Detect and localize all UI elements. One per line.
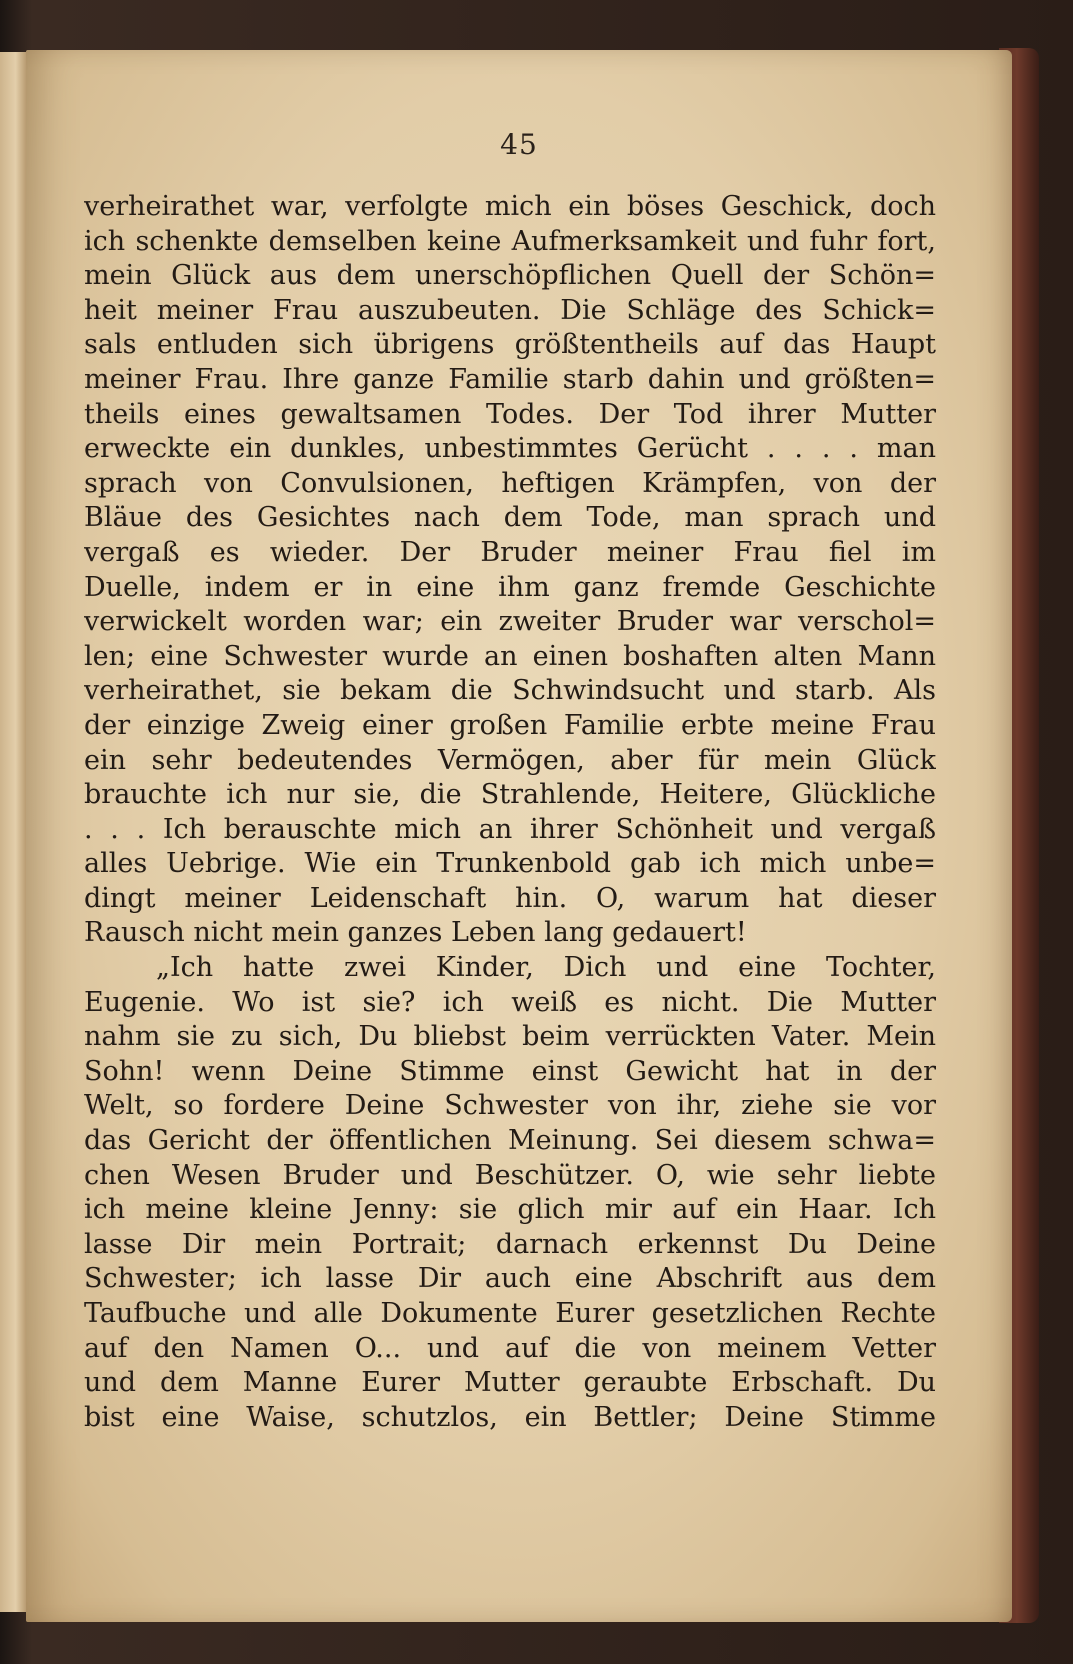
text-line: mein Glück aus dem unerschöpflichen Quell der Schön=: [84, 260, 936, 292]
text-line: vergaß es wieder. Der Bruder meiner Frau fiel im: [84, 536, 936, 568]
text-line: . . . Ich berauschte mich an ihrer Schönheit und vergaß: [84, 813, 936, 845]
page-number: 45: [500, 128, 538, 161]
text-line: verheirathet war, verfolgte mich ein böses Geschick, doch: [84, 191, 936, 222]
text-line: meiner Frau. Ihre ganze Familie starb dahin und größten=: [84, 363, 936, 395]
text-line: ich meine kleine Jenny: sie glich mir auf ein Haar. Ich: [84, 1194, 936, 1226]
text-line: ich schenkte demselben keine Aufmerksamkeit und fuhr fort,: [84, 225, 936, 257]
text-line: ein sehr bedeutendes Vermögen, aber für mein Glück: [84, 744, 936, 776]
text-line: der einzige Zweig einer großen Familie erbte meine Frau: [84, 709, 936, 741]
text-line: brauchte ich nur sie, die Strahlende, Heitere, Glückliche: [84, 779, 936, 811]
text-line: erweckte ein dunkles, unbestimmtes Gerücht . . . . man: [84, 433, 936, 465]
text-line: lasse Dir mein Portrait; darnach erkennst Du Deine: [84, 1228, 936, 1260]
text-line: bist eine Waise, schutzlos, ein Bettler; Deine Stimme: [84, 1401, 936, 1433]
text-line: Schwester; ich lasse Dir auch eine Abschrift aus dem: [84, 1263, 936, 1295]
text-line: Taufbuche und alle Dokumente Eurer gesetzlichen Rechte: [84, 1298, 936, 1329]
text-line: alles Uebrige. Wie ein Trunkenbold gab ich mich unbe=: [84, 848, 936, 880]
text-line: len; eine Schwester wurde an einen boshaften alten Mann: [84, 640, 936, 672]
text-line: theils eines gewaltsamen Todes. Der Tod ihrer Mutter: [84, 398, 936, 430]
text-line: sals entluden sich übrigens größtentheils auf das Haupt: [84, 329, 936, 361]
previous-page-edge: [0, 52, 28, 1612]
text-line: verheirathet, sie bekam die Schwindsucht und starb. Als: [84, 675, 936, 707]
text-line: Duelle, indem er in eine ihm ganz fremde Geschichte: [84, 571, 936, 603]
paragraph-end-line: Rausch nicht mein ganzes Leben lang gedauert!: [84, 917, 747, 949]
text-line: Sohn! wenn Deine Stimme einst Gewicht hat in der: [84, 1055, 936, 1087]
text-line: verwickelt worden war; ein zweiter Bruder war verschol=: [84, 606, 936, 638]
text-line: Bläue des Gesichtes nach dem Tode, man sprach und: [84, 502, 936, 534]
text-line: Welt, so fordere Deine Schwester von ihr, ziehe sie vor: [84, 1090, 936, 1122]
paragraph-start-line: „Ich hatte zwei Kinder, Dich und eine Tochter,: [156, 952, 936, 984]
text-line: und dem Manne Eurer Mutter geraubte Erbschaft. Du: [84, 1367, 936, 1399]
text-line: heit meiner Frau auszubeuten. Die Schläge des Schick=: [84, 294, 936, 326]
text-line: das Gericht der öffentlichen Meinung. Sei diesem schwa=: [84, 1125, 936, 1157]
text-line: sprach von Convulsionen, heftigen Krämpfen, von der: [84, 467, 936, 499]
text-line: auf den Namen O... und auf die von meinem Vetter: [84, 1332, 936, 1364]
book-page: [26, 50, 1012, 1622]
text-line: dingt meiner Leidenschaft hin. O, warum hat dieser: [84, 882, 936, 914]
text-line: nahm sie zu sich, Du bliebst beim verrückten Vater. Mein: [84, 1021, 936, 1053]
page-text: [84, 190, 936, 1435]
text-line: chen Wesen Bruder und Beschützer. O, wie sehr liebte: [84, 1159, 936, 1191]
text-line: Eugenie. Wo ist sie? ich weiß es nicht. Die Mutter: [84, 986, 936, 1018]
